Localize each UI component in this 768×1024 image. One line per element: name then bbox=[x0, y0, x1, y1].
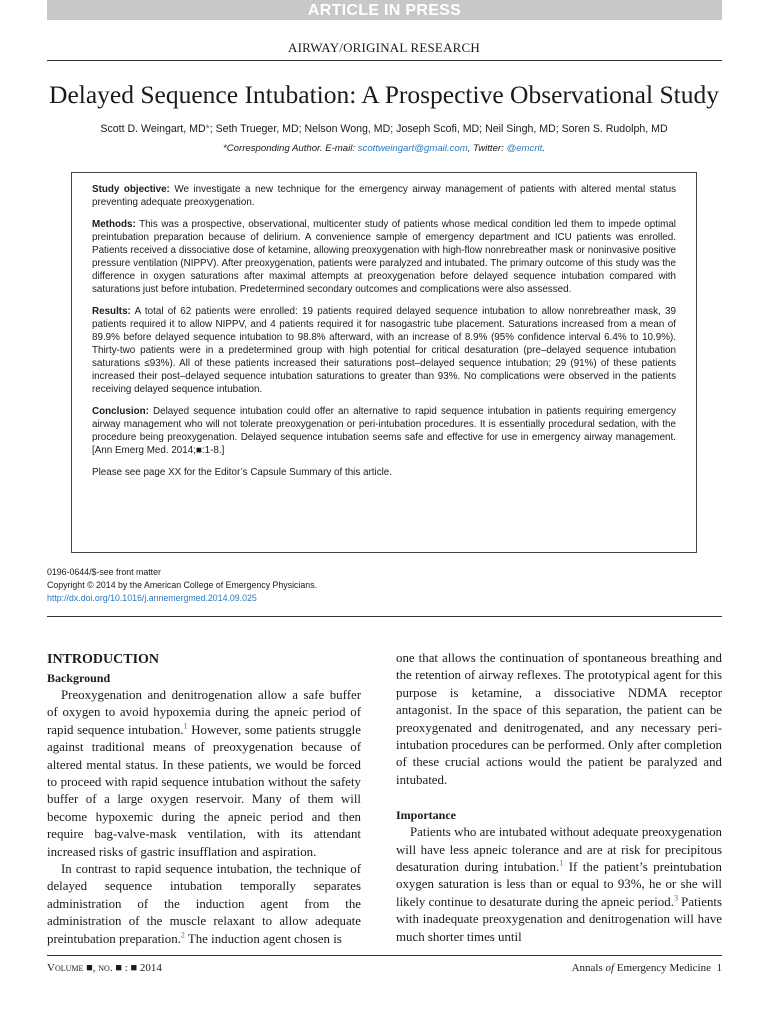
twitter-link[interactable]: @emcrit bbox=[506, 143, 543, 154]
corresponding-author-marker[interactable]: * bbox=[205, 123, 210, 135]
volume-info: Volume ■, no. ■ : ■ 2014 bbox=[47, 962, 162, 974]
reference-link[interactable]: 3 bbox=[673, 893, 678, 903]
author-list bbox=[0, 123, 768, 135]
doi-link[interactable]: http://dx.doi.org/10.1016/j.annemergmed.2014.09.025 bbox=[47, 593, 257, 603]
abstract-conclusion: Conclusion: Delayed sequence intubation could offer an alternative to rapid sequence intubation in patients requiring emergency airway management who will not tolerate preoxygenation or peri-intubation procedures. It is essentially procedural sedation, with the procedure being preoxygenation. Delayed sequence intubation seems safe and effective for use in emergency airway management. [Ann Emerg Med. 2014;■:1-8.] bbox=[92, 406, 676, 456]
page-number: 1 bbox=[716, 962, 722, 974]
background-heading: Background bbox=[47, 671, 111, 685]
section-label: AIRWAY/ORIGINAL RESEARCH bbox=[288, 40, 480, 55]
publication-meta bbox=[47, 566, 317, 605]
corresponding-author-note: *Corresponding Author. E-mail: scottweingart@gmail.com, Twitter: @emcrit. bbox=[223, 143, 545, 154]
page-footer bbox=[47, 962, 722, 974]
email-link[interactable]: scottweingart@gmail.com bbox=[357, 143, 468, 154]
abstract-methods: Methods: This was a prospective, observational, multicenter study of patients whose medical condition led them to impede optimal preintubation preparation because of delirium. A convenience sample of emergency department and ICU patients was enrolled. Patients received a dissociative dose of ketamine, allowing preoxygenation with high-flow nonrebreather mask or noninvasive positive pressure ventilation (NIPPV). After preoxygenation, patients were paralyzed and intubated. The primary outcome of this study was the difference in oxygen saturations after maximal attempts at preoxygenation before delayed sequence intubation compared with saturations just before intubation. Predetermined secondary outcomes and complications were also assessed. bbox=[92, 219, 676, 295]
journal-info: Annals of Emergency Medicine 1 bbox=[571, 962, 722, 974]
article-in-press-banner: ARTICLE IN PRESS bbox=[47, 0, 722, 20]
paragraph: Preoxygenation and denitrogenation allow a safe buffer of oxygen to avoid hypoxemia during the apneic period of rapid sequence intubation.$^1$ However, some patients struggle against traditional means of preoxygenation because of altered mental status. In these patients, we would be forced to proceed with rapid sequence intubation without the safety buffer of a large oxygen reservoir. Many of them will become hypoxemic during the apneic period and then require bag-valve-mask ventilation, with its attendant increased risks of gastric insufflation and aspiration. bbox=[47, 688, 361, 859]
paragraph: In contrast to rapid sequence intubation, the technique of delayed sequence intubation temporally separates administration of the induction agent from the administration of the muscle relaxant to allow adequate preintubation preparation.$^2$ The induction agent chosen is bbox=[47, 862, 361, 946]
reference-link[interactable]: 2 bbox=[180, 930, 185, 940]
body-column-left bbox=[47, 650, 361, 948]
footer-rule bbox=[47, 955, 722, 956]
paragraph: Patients who are intubated without adequate preoxygenation will have less apneic tolerance and are at risk for precipitous desaturation during intubation.$^1$ If the patient’s preintubation oxygen saturation is less than or equal to 93%, he or she will likely continue to desaturate during the apneic period.$^3$ Patients with inadequate preoxygenation and denitrogenation will have much shorter times until bbox=[396, 825, 722, 944]
paragraph: one that allows the continuation of spontaneous breathing and the retention of airway reflexes. The prototypical agent for this purpose is ketamine, a dissociative NDMA receptor antagonist. In the space of this separation, the patient can be preoxygenated and denitrogenated, and any necessary peri-intubation procedures can be performed. Only after completion of these crucial actions would the patient be paralyzed and intubated. bbox=[396, 651, 722, 787]
reference-link[interactable]: 1 bbox=[183, 721, 188, 731]
header-rule bbox=[47, 60, 722, 61]
article-title: Delayed Sequence Intubation: A Prospective Observational Study bbox=[49, 80, 719, 109]
meta-rule bbox=[47, 616, 722, 617]
introduction-heading: INTRODUCTION bbox=[47, 652, 160, 667]
abstract-objective: Study objective: We investigate a new technique for the emergency airway management of patients with altered mental status preventing adequate preoxygenation. bbox=[92, 184, 677, 208]
issn-line: 0196-0644/$-see front matter bbox=[47, 567, 161, 577]
reference-link[interactable]: 1 bbox=[559, 858, 564, 868]
importance-heading: Importance bbox=[396, 808, 456, 823]
copyright-line: Copyright © 2014 by the American College of Emergency Physicians. bbox=[47, 580, 318, 590]
abstract-results: Results: A total of 62 patients were enrolled: 19 patients required delayed sequence intubation to allow nonrebreather mask, 39 patients required it to allow NIPPV, and 4 patients required it for nasogastric tube placement. Saturations increased from a mean of 89.9% before delayed sequence intubation to 98.8% afterward, with an increase of 8.9% (95% confidence interval 6.4% to 10.9%). Thirty-two patients were in a predetermined group with high potential for critical desaturation (pre–delayed sequence intubation saturations ≤93%). All of these patients increased their saturations post–delayed sequence intubation; 29 (91%) of these patients increased their post–delayed sequence intubation saturations to greater than 93%. No complications were observed in the patients receiving delayed sequence intubation. bbox=[92, 306, 676, 395]
body-column-right bbox=[396, 650, 722, 946]
editor-capsule-note: Please see page XX for the Editor’s Capsule Summary of this article. bbox=[92, 467, 393, 479]
first-author: Scott D. Weingart, MD bbox=[100, 123, 206, 135]
abstract-box bbox=[71, 172, 697, 553]
other-authors: ; Seth Trueger, MD; Nelson Wong, MD; Joseph Scofi, MD; Neil Singh, MD; Soren S. Rudolph, MD bbox=[209, 123, 668, 135]
